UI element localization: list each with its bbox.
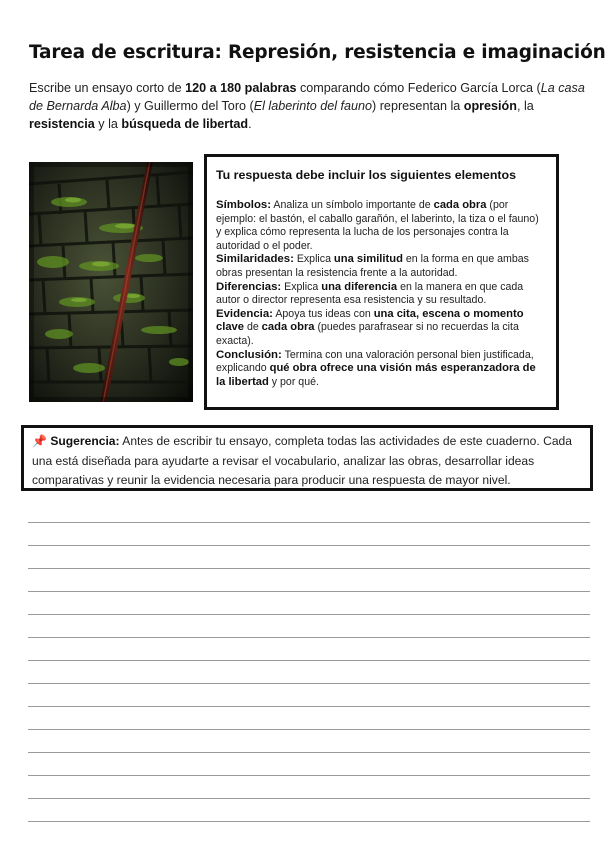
writing-line[interactable] — [28, 614, 590, 615]
writing-line[interactable] — [28, 706, 590, 707]
writing-line[interactable] — [28, 637, 590, 638]
requirement-conclusion: Conclusión: Termina con una valoración personal bien justificada, explicando qué obra ofrece una visión más esperanzadora de la libertad y por qué. — [216, 348, 536, 388]
page-title: Tarea de escritura: Represión, resistencia e imaginación — [29, 42, 606, 63]
requirements-box — [204, 154, 559, 410]
mossy-wall-cane-image — [29, 162, 193, 402]
writing-line[interactable] — [28, 568, 590, 569]
writing-line[interactable] — [28, 821, 590, 822]
writing-line[interactable] — [28, 660, 590, 661]
writing-line[interactable] — [28, 798, 590, 799]
suggestion-text: 📌 Sugerencia: Antes de escribir tu ensayo, completa todas las actividades de este cuaderno. Cada una está diseñada para ayudarte a revisar el vocabulario, analizar las obras, desarrollar ideas comparativas y reunir la evidencia necesaria para producir una respuesta de mayor nivel. — [32, 434, 573, 487]
writing-line[interactable] — [28, 545, 590, 546]
requirement-diferencias: Diferencias: Explica una diferencia en la manera en que cada autor o director representa esa resistencia y su resultado. — [216, 280, 524, 307]
requirement-similaridades: Similaridades: Explica una similitud en la forma en que ambas obras presentan la resistencia frente a la autoridad. — [216, 253, 529, 279]
requirement-simbolos: Símbolos: Analiza un símbolo importante de cada obra (por ejemplo: el bastón, el caballo garañón, el laberinto, la tiza o el fauno) y explica cómo representa la lucha de los personajes contra la autoridad o el poder. — [216, 199, 539, 252]
writing-line[interactable] — [28, 752, 590, 753]
writing-line[interactable] — [28, 683, 590, 684]
writing-line[interactable] — [28, 591, 590, 592]
requirements-list — [216, 199, 546, 389]
requirement-evidencia: Evidencia: Apoya tus ideas con una cita, escena o momento clave de cada obra (puedes parafrasear si no recuerdas la cita exacta). — [216, 307, 524, 347]
writing-line[interactable] — [28, 729, 590, 730]
intro-paragraph: Escribe un ensayo corto de 120 a 180 palabras comparando cómo Federico García Lorca (La casa de Bernarda Alba) y Guillermo del Toro (El laberinto del fauno) representan la opresión, la resistencia y la búsqueda de libertad. — [29, 81, 585, 131]
requirements-heading: Tu respuesta debe incluir los siguientes elementos — [216, 168, 516, 182]
writing-line[interactable] — [28, 775, 590, 776]
writing-line[interactable] — [28, 522, 590, 523]
suggestion-box — [21, 425, 593, 491]
pushpin-icon: 📌 — [32, 434, 47, 448]
